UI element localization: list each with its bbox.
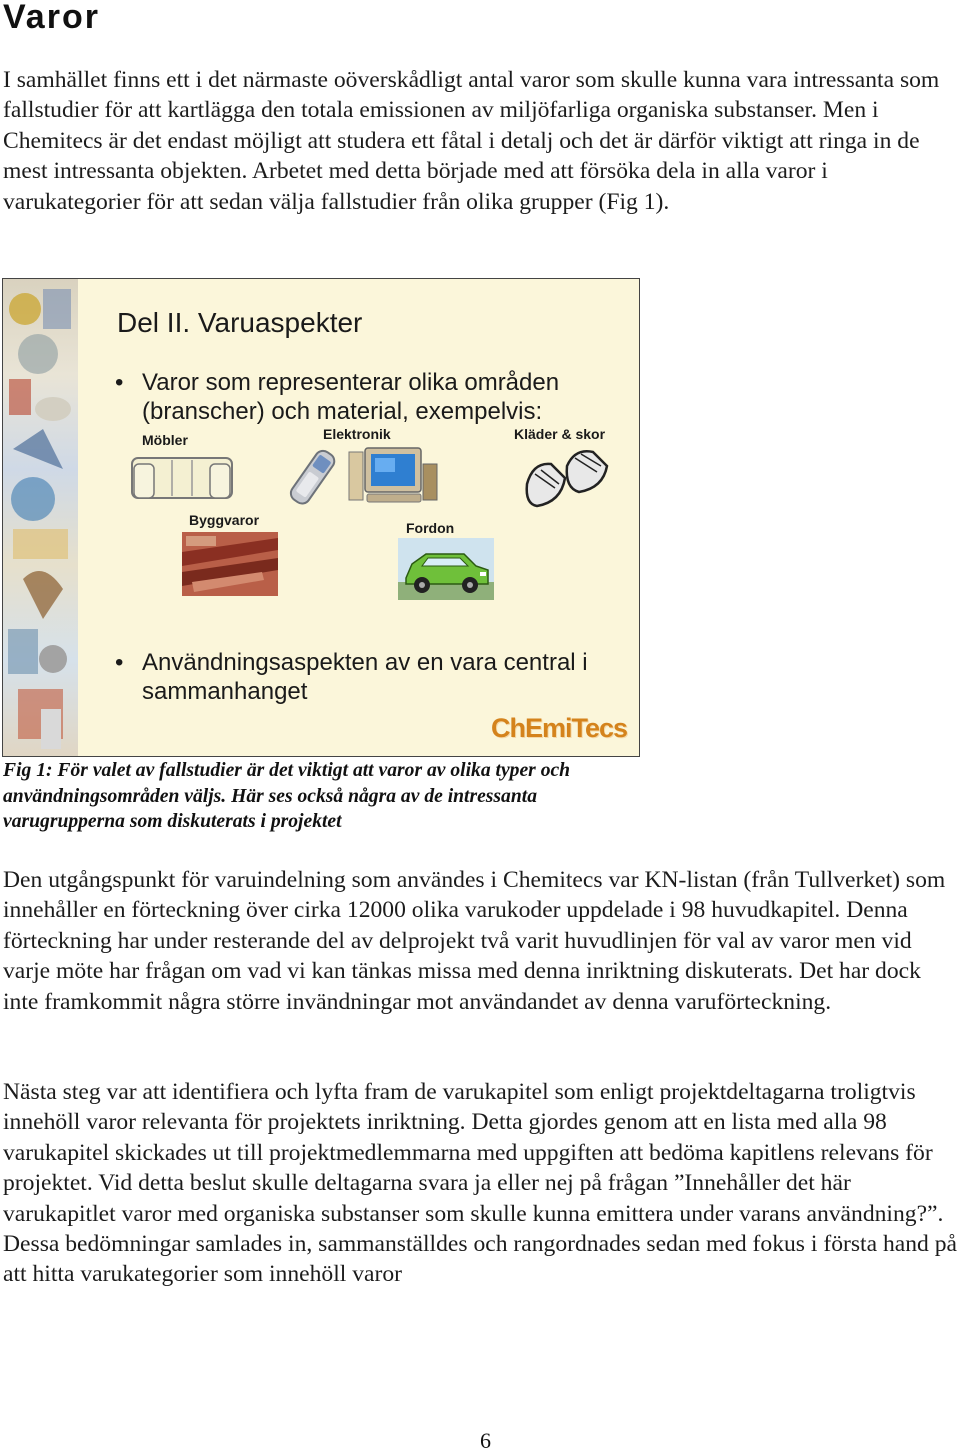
shoes-icon	[521, 444, 613, 516]
chemitecs-logo: ChEmiTecs	[491, 713, 628, 743]
sofa-icon	[130, 454, 234, 504]
bullet-dot: •	[115, 369, 124, 396]
page-number: 6	[480, 1428, 491, 1453]
figure-caption: Fig 1: För valet av fallstudier är det viktigt att varor av olika typer och användningsområden väljs. Här ses också några av de intressanta varugrupperna som diskuterats i projektet	[3, 760, 571, 832]
category-label-klader: Kläder & skor	[514, 426, 606, 442]
category-label-byggvaror: Byggvaror	[189, 512, 260, 528]
figure-slide	[2, 278, 640, 757]
collage-illustration	[3, 279, 78, 757]
category-label-elektronik: Elektronik	[323, 426, 391, 442]
figure-title: Del II. Varuaspekter	[117, 307, 363, 338]
paragraph-intro: I samhället finns ett i det närmaste oöverskådligt antal varor som skulle kunna vara intressanta som fallstudier för att kartlägga den totala emissionen av miljöfarliga organiska substanser. Men i Chemitecs är det endast möjligt att studera ett fåtal i detalj och det är därför viktigt att ringa in de mest intressanta objekten. Arbetet med detta började med att försöka dela in alla varor i varukategorier för att sedan välja fallstudier från olika grupper (Fig 1).	[3, 67, 940, 215]
category-label-fordon: Fordon	[406, 520, 455, 536]
figure-bullet-1	[115, 368, 615, 426]
bullet-dot: •	[115, 649, 124, 676]
figure-bullet-2	[115, 648, 615, 706]
paragraph-next-step: Nästa steg var att identifiera och lyfta fram de varukapitel som enligt projektdeltagarna troligtvis innehöll varor relevanta för projektets inriktning. Detta gjordes genom att en lista med alla 98 varukapitel skickades ut till projektmedlemmarna med uppgiften att bedöma kapitlens relevans för projektet. Vid detta beslut skulle deltagarna svara ja eller nej på frågan ”Innehåller det här varukapitlet varor med organiska substanser som skulle kunna emittera under varans användning?”. Dessa bedömningar samlades in, sammanställdes och rangordnades sedan med fokus i första hand på att hitta varukategorier som innehöll varor	[3, 1079, 957, 1288]
mobile-phone-icon	[284, 446, 340, 510]
section-heading: Varor	[3, 0, 100, 36]
paragraph-kn-list: Den utgångspunkt för varuindelning som användes i Chemitecs var KN-listan (från Tullverket) som innehåller en förteckning över cirka 12000 olika varukoder uppdelade i 98 huvudkapitel. Denna förteckning har under resterande del av delprojekt två varit huvudlinjen för val av varor men vid varje möte har frågan om vad vi kan tänkas missa med denna inriktning diskuterats. Det har dock inte framkommit några större invändningar mot användandet av denna varuförteckning.	[3, 867, 946, 1015]
car-icon	[398, 538, 494, 600]
category-label-mobler: Möbler	[142, 432, 188, 448]
bullet-text: Varor som representerar olika områden (branscher) och material, exempelvis:	[142, 369, 560, 425]
bullet-text: Användningsaspekten av en vara central i sammanhanget	[142, 649, 588, 705]
lumber-icon	[182, 532, 278, 596]
computer-icon	[347, 444, 442, 506]
product-collage-image	[3, 279, 78, 756]
